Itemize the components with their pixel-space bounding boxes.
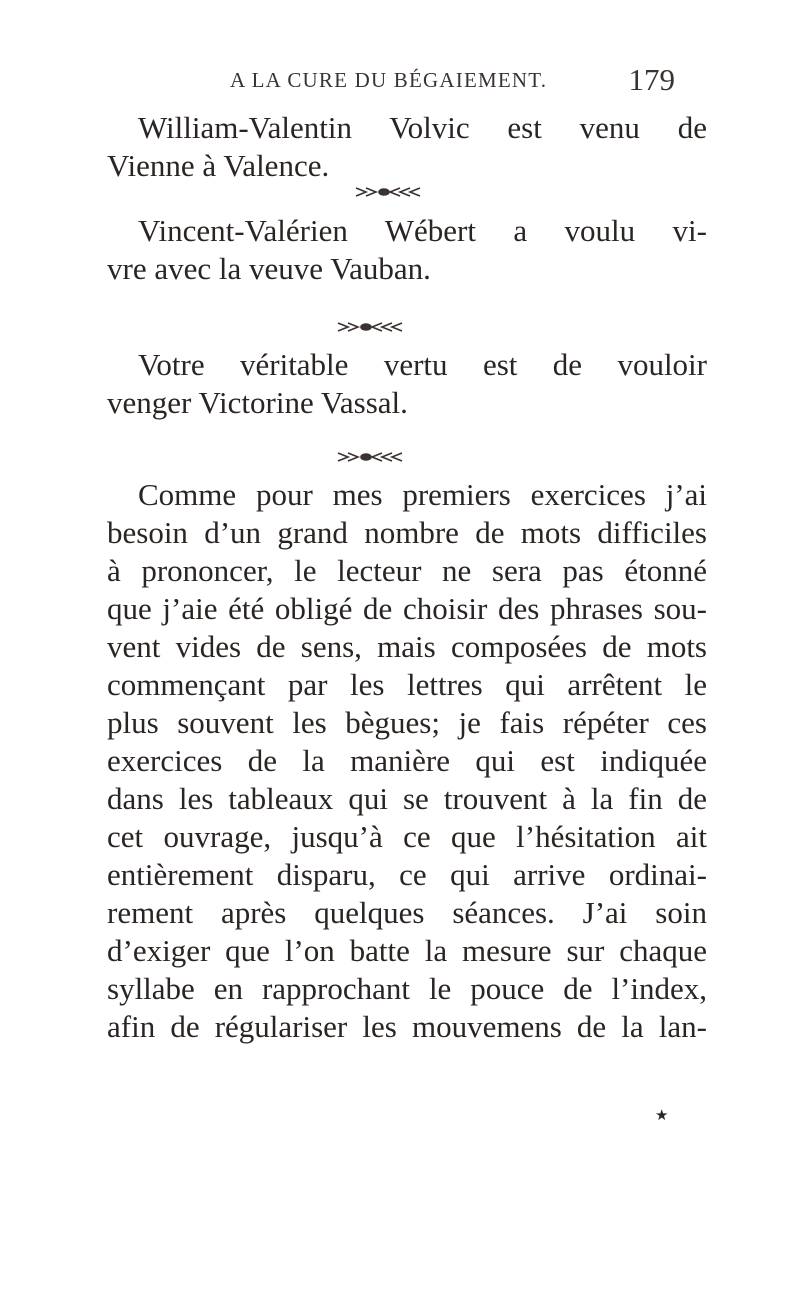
text-line: Votre véritable vertu est de vouloir: [138, 347, 707, 382]
exercise-sentence-3: [107, 346, 707, 422]
text-line: Vienne à Valence.: [107, 148, 330, 183]
text-line: vre avec la veuve Vauban.: [107, 251, 431, 286]
running-head: [230, 62, 675, 102]
text-line: entièrement disparu, ce qui arrive ordinai-: [107, 857, 707, 892]
text-line: venger Victorine Vassal.: [107, 385, 408, 420]
text-line: besoin d’un grand nombre de mots difficiles: [107, 515, 707, 550]
text-line: commençant par les lettres qui arrêtent le: [107, 667, 707, 702]
text-line: Comme pour mes premiers exercices j’ai: [138, 477, 707, 512]
text-line: syllabe en rapprochant le pouce de l’index,: [107, 971, 707, 1006]
text-line: que j’aie été obligé de choisir des phrases sou-: [107, 591, 707, 626]
exercise-sentence-1: [107, 109, 707, 185]
ornament-divider-2: [0, 318, 800, 336]
text-line: exercices de la manière qui est indiquée: [107, 743, 707, 778]
text-line: William-Valentin Volvic est venu de: [138, 110, 707, 145]
text-line: afin de régulariser les mouvemens de la lan-: [107, 1009, 707, 1044]
text-line: vent vides de sens, mais composées de mots: [107, 629, 707, 664]
text-line: plus souvent les bègues; je fais répéter ces: [107, 705, 707, 740]
ornament-divider-1: [0, 183, 800, 201]
page-number: 179: [628, 62, 675, 97]
text-line: dans les tableaux qui se trouvent à la fin de: [107, 781, 707, 816]
text-line: à prononcer, le lecteur ne sera pas étonné: [107, 553, 707, 588]
signature-mark: ★: [655, 1106, 669, 1124]
text-line: rement après quelques séances. J’ai soin: [107, 895, 707, 930]
exercise-sentence-2: [107, 212, 707, 288]
running-title: A LA CURE DU BÉGAIEMENT.: [230, 68, 548, 92]
ornament-divider-3: [0, 448, 800, 466]
text-line: cet ouvrage, jusqu’à ce que l’hésitation ait: [107, 819, 707, 854]
text-line: d’exiger que l’on batte la mesure sur chaque: [107, 933, 707, 968]
body-paragraph: [107, 476, 707, 1046]
text-line: Vincent-Valérien Wébert a voulu vi-: [138, 213, 707, 248]
